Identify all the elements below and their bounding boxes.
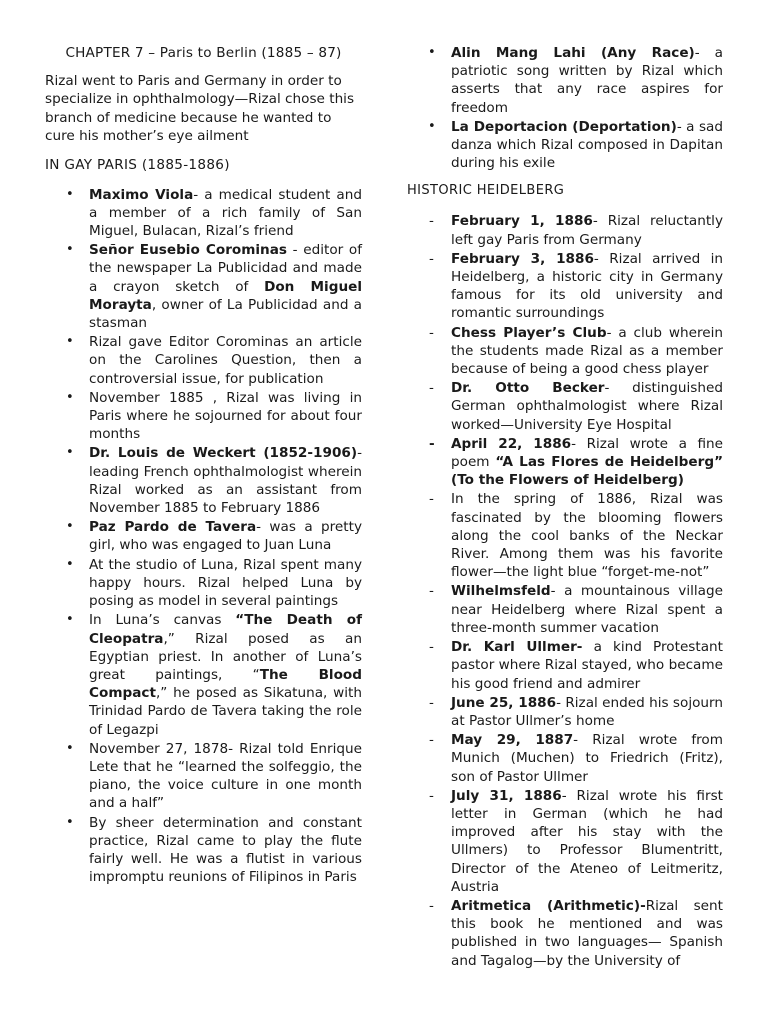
list-item: • In Luna’s canvas “The Death of Cleopatra,” Rizal posed as an Egyptian priest. In another of Luna’s great paintings, “The Blood Compact,” he posed as Sikatuna, with Trinidad Pardo de Tavera taking the role of Legazpi: [45, 611, 362, 738]
list-item: - February 3, 1886- Rizal arrived in Heidelberg, a historic city in Germany famous for its old university and romantic surroundings: [407, 250, 723, 323]
list-item: • Paz Pardo de Tavera- was a pretty girl, who was engaged to Juan Luna: [45, 518, 362, 554]
list-item: - In the spring of 1886, Rizal was fascinated by the blooming flowers along the cool banks of the Neckar River. Among them was his favorite flower—the light blue “forget-me-not”: [407, 490, 723, 581]
list-item: - May 29, 1887- Rizal wrote from Munich (Muchen) to Friedrich (Fritz), son of Pastor Ullmer: [407, 731, 723, 786]
list-item: - Chess Player’s Club- a club wherein the students made Rizal as a member because of being a good chess player: [407, 324, 723, 379]
left-column: [45, 44, 362, 887]
list-item: • By sheer determination and constant practice, Rizal came to play the flute fairly well. He was a flutist in various impromptu reunions of Filipinos in Paris: [45, 814, 362, 887]
list-item: - June 25, 1886- Rizal ended his sojourn at Pastor Ullmer’s home: [407, 694, 723, 730]
list-item: • Alin Mang Lahi (Any Race)- a patriotic song written by Rizal which asserts that any race aspires for freedom: [407, 44, 723, 117]
list-item: - July 31, 1886- Rizal wrote his first letter in German (which he had improved after his stay with the Ullmers) to Professor Blumentritt, Director of the Ateneo of Leitmeritz, Austria: [407, 787, 723, 896]
heidelberg-list: [407, 212, 723, 969]
list-item: • Dr. Louis de Weckert (1852-1906)- leading French ophthalmologist wherein Rizal worked as an assistant from November 1885 to February 1886: [45, 444, 362, 517]
list-item: • Maximo Viola- a medical student and a member of a rich family of San Miguel, Bulacan, Rizal’s friend: [45, 186, 362, 241]
list-item: - April 22, 1886- Rizal wrote a fine poem “A Las Flores de Heidelberg” (To the Flowers of Heidelberg): [407, 435, 723, 490]
intro-paragraph: Rizal went to Paris and Germany in order to specialize in ophthalmology—Rizal chose this branch of medicine because he wanted to cure his mother’s eye ailment: [45, 73, 355, 145]
chapter-title: CHAPTER 7 – Paris to Berlin (1885 – 87): [65, 45, 342, 61]
list-item: • At the studio of Luna, Rizal spent many happy hours. Rizal helped Luna by posing as model in several paintings: [45, 556, 362, 611]
list-item: • Señor Eusebio Corominas - editor of the newspaper La Publicidad and made a crayon sketch of Don Miguel Morayta, owner of La Publicidad and a stasman: [45, 241, 362, 332]
paris-list: [45, 186, 362, 887]
list-item: • November 27, 1878- Rizal told Enrique Lete that he “learned the solfeggio, the piano, the voice culture in one month and a half”: [45, 740, 362, 813]
list-item: • November 1885 , Rizal was living in Paris where he sojourned for about four months: [45, 389, 362, 444]
list-item: - February 1, 1886- Rizal reluctantly left gay Paris from Germany: [407, 212, 723, 248]
section-title-heidelberg: HISTORIC HEIDELBERG: [407, 183, 565, 199]
list-item: - Wilhelmsfeld- a mountainous village near Heidelberg where Rizal spent a three-month summer vacation: [407, 582, 723, 637]
list-item: - Dr. Karl Ullmer- a kind Protestant pastor where Rizal stayed, who became his good friend and admirer: [407, 638, 723, 693]
list-item: - Dr. Otto Becker- distinguished German ophthalmologist where Rizal worked—University Eye Hospital: [407, 379, 723, 434]
songs-list: [407, 44, 723, 172]
list-item: • Rizal gave Editor Corominas an article on the Carolines Question, then a controversial issue, for publication: [45, 333, 362, 388]
section-title-paris: IN GAY PARIS (1885-1886): [45, 156, 230, 173]
list-item: - Aritmetica (Arithmetic)-Rizal sent this book he mentioned and was published in two languages— Spanish and Tagalog—by the University of: [407, 897, 723, 970]
list-item: • La Deportacion (Deportation)- a sad danza which Rizal composed in Dapitan during his exile: [407, 118, 723, 173]
right-column: [407, 44, 723, 971]
